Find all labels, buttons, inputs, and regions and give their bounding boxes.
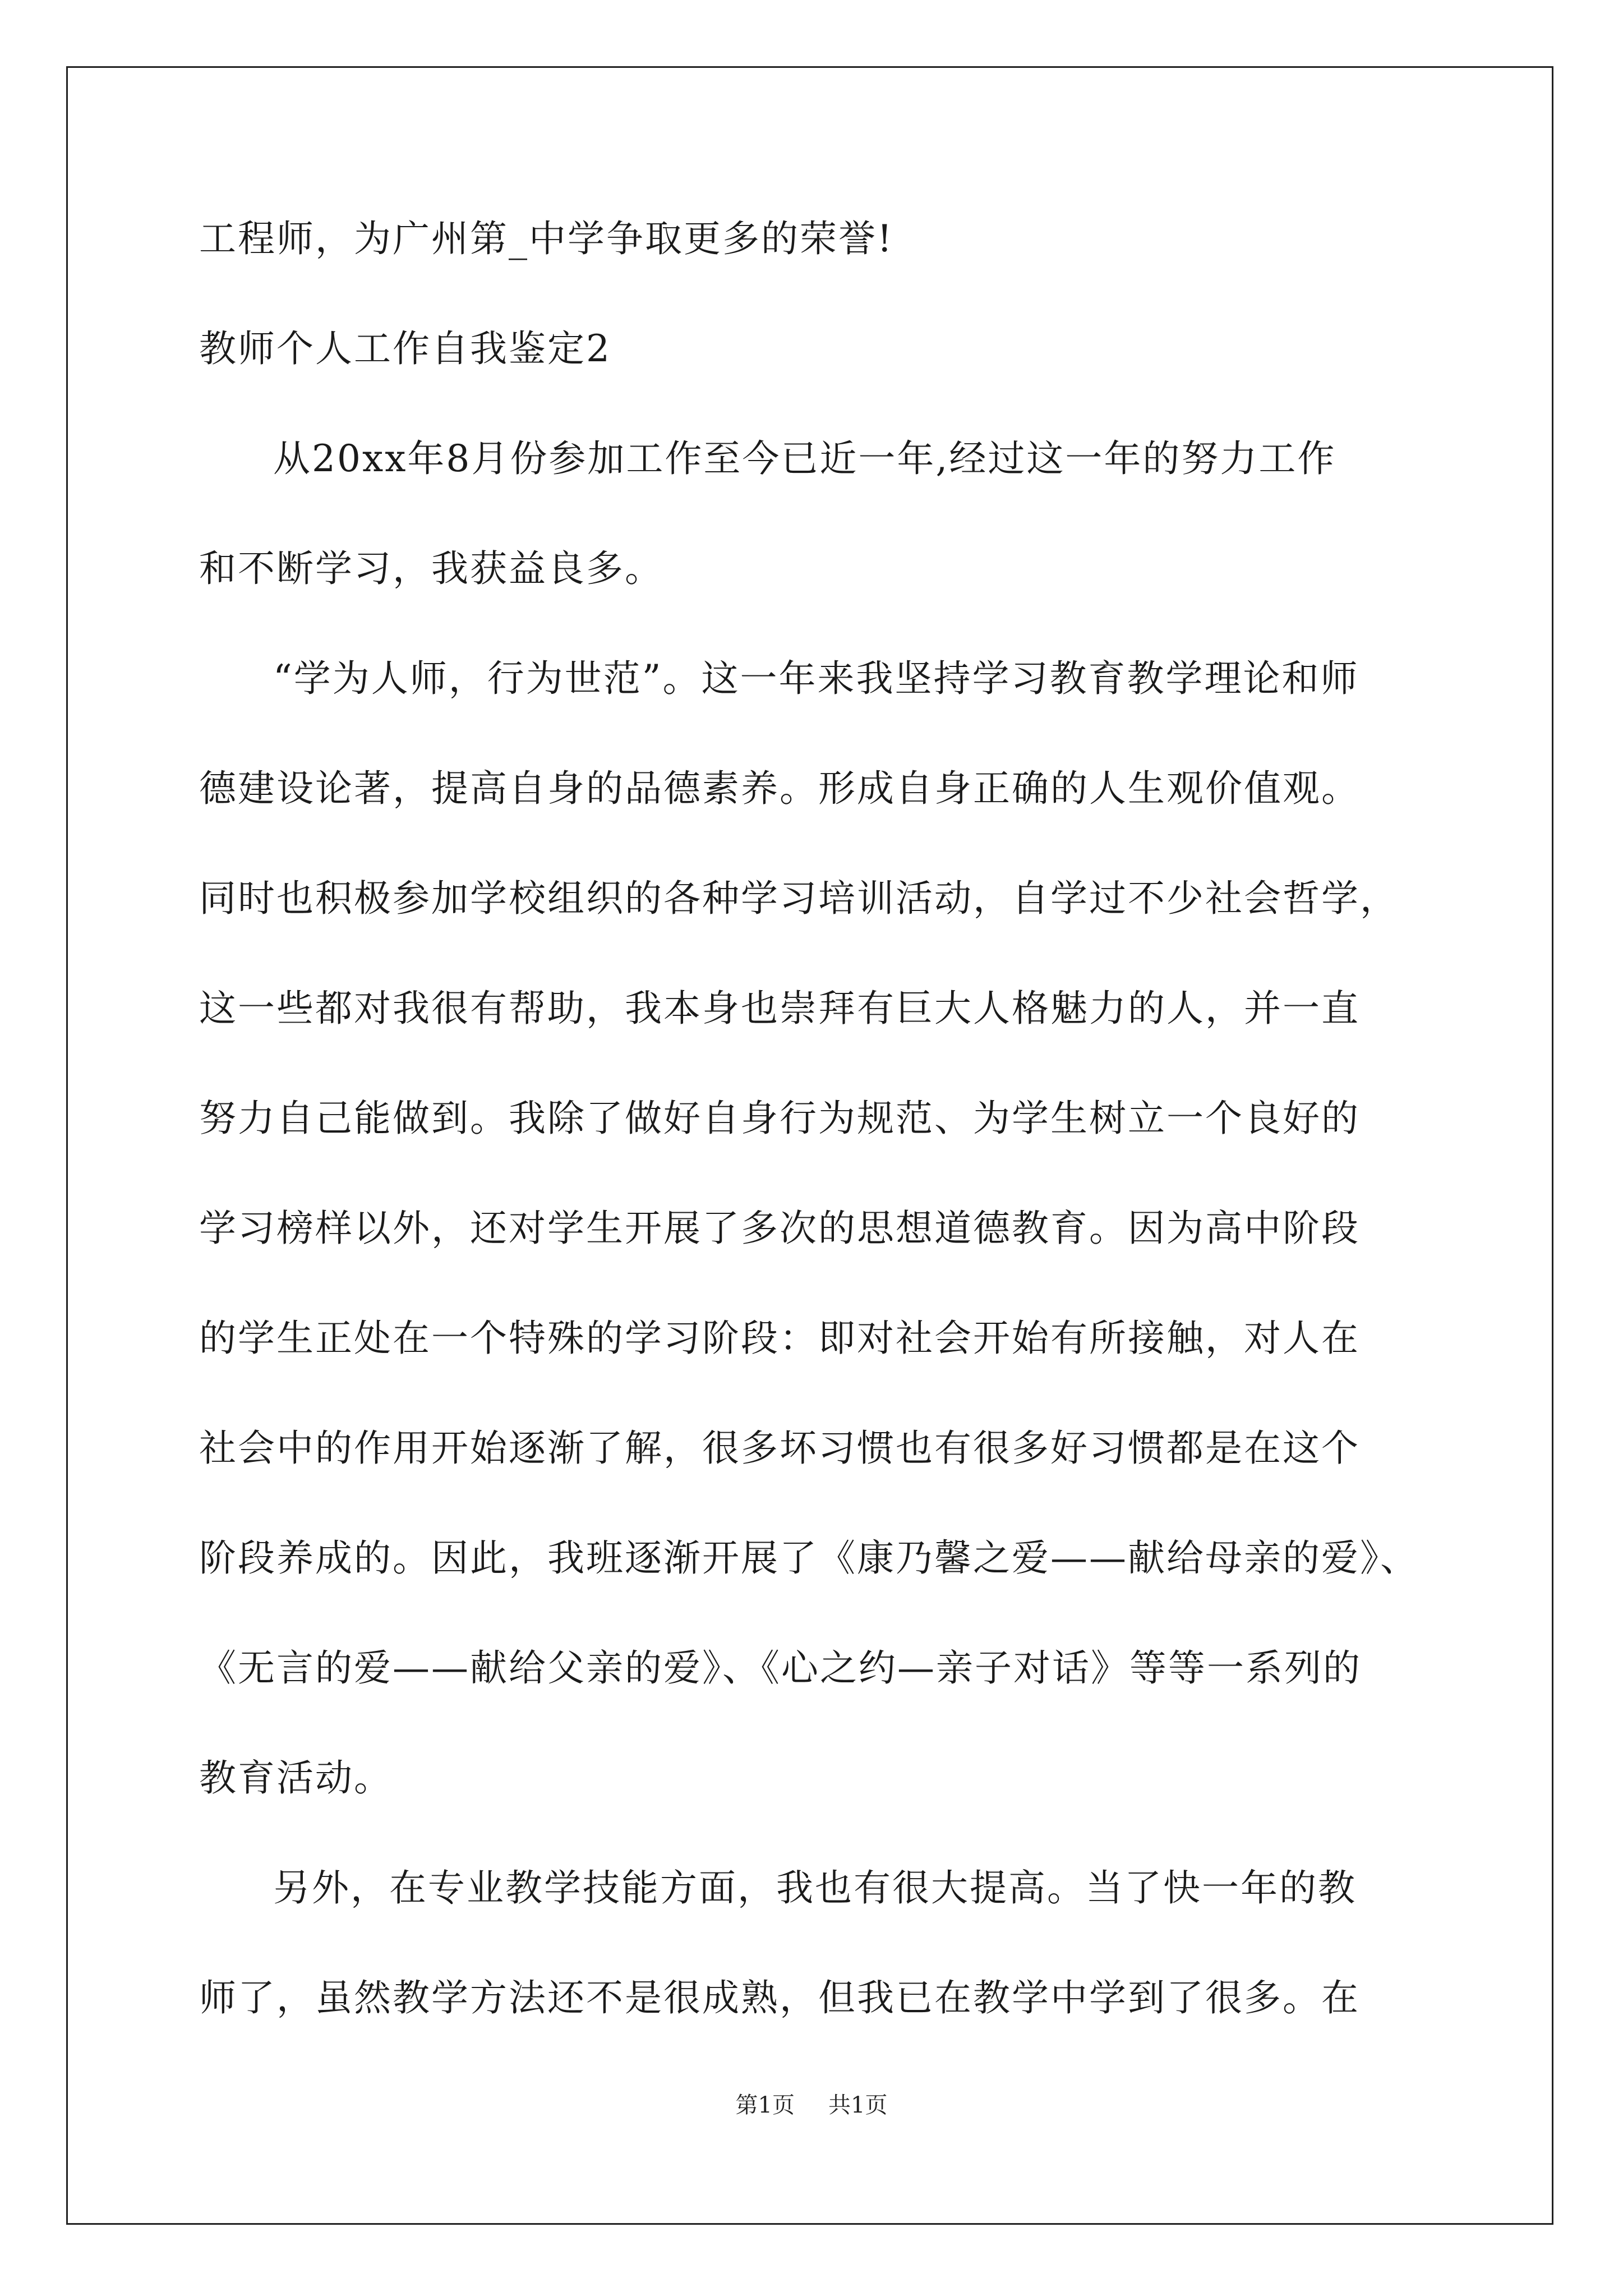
line-gap (199, 700, 1427, 767)
page-total: 共1页 (828, 2092, 888, 2118)
text-line: 师了，虽然教学方法还不是很成熟，但我已在教学中学到了很多。在 (199, 1976, 1360, 2019)
line-gap (199, 1579, 1427, 1647)
paragraph-start: 另外，在专业教学技能方面，我也有很大提高。当了快一年的教 (273, 1866, 1357, 1910)
line-gap (199, 1139, 1427, 1207)
line-gap (199, 1799, 1427, 1867)
text-line: 这一些都对我很有帮助，我本身也崇拜有巨大人格魅力的人，并一直 (199, 987, 1360, 1030)
page-footer (0, 2092, 1623, 2119)
line-gap (199, 1469, 1427, 1537)
text-line: 和不断学习，我获益良多。 (199, 547, 663, 590)
page-number: 第1页 (735, 2092, 795, 2118)
line-gap (199, 809, 1427, 877)
line-gap (199, 919, 1427, 987)
line-gap (199, 590, 1427, 657)
line-gap (199, 1689, 1427, 1757)
text-line: 社会中的作用开始逐渐了解，很多坏习惯也有很多好习惯都是在这个 (199, 1427, 1360, 1470)
text-line: 教育活动。 (199, 1756, 393, 1800)
paragraph-start: “学为人师，行为世范”。这一年来我坚持学习教育教学理论和师 (273, 657, 1359, 700)
text-line: 努力自己能做到。我除了做好自身行为规范、为学生树立一个良好的 (199, 1097, 1360, 1140)
line-gap (199, 1909, 1427, 1977)
line-gap (199, 1249, 1427, 1317)
line-gap (199, 1359, 1427, 1427)
text-line: 阶段养成的。因此，我班逐渐开展了《康乃馨之爱——献给母亲的爱》、 (199, 1536, 1419, 1580)
line-gap (199, 260, 1427, 328)
section-title: 教师个人工作自我鉴定2 (199, 327, 611, 370)
text-line: 学习榜样以外，还对学生开展了多次的思想道德教育。因为高中阶段 (199, 1207, 1360, 1250)
text-line: 的学生正处在一个特殊的学习阶段：即对社会开始有所接触，对人在 (199, 1317, 1360, 1360)
line-gap (199, 370, 1427, 438)
text-line: 工程师，为广州第_中学争取更多的荣誉! (199, 217, 894, 260)
line-gap (199, 1029, 1427, 1097)
text-line: 同时也积极参加学校组织的各种学习培训活动，自学过不少社会哲学， (199, 877, 1399, 920)
text-line: 《无言的爱——献给父亲的爱》、《心之约—亲子对话》等等一系列的 (199, 1646, 1362, 1690)
line-gap (199, 480, 1427, 547)
paragraph-start: 从20xx年8月份参加工作至今已近一年,经过这一年的努力工作 (273, 437, 1336, 480)
text-line: 德建设论著，提高自身的品德素养。形成自身正确的人生观价值观。 (199, 767, 1360, 810)
document-body (199, 218, 1427, 2019)
